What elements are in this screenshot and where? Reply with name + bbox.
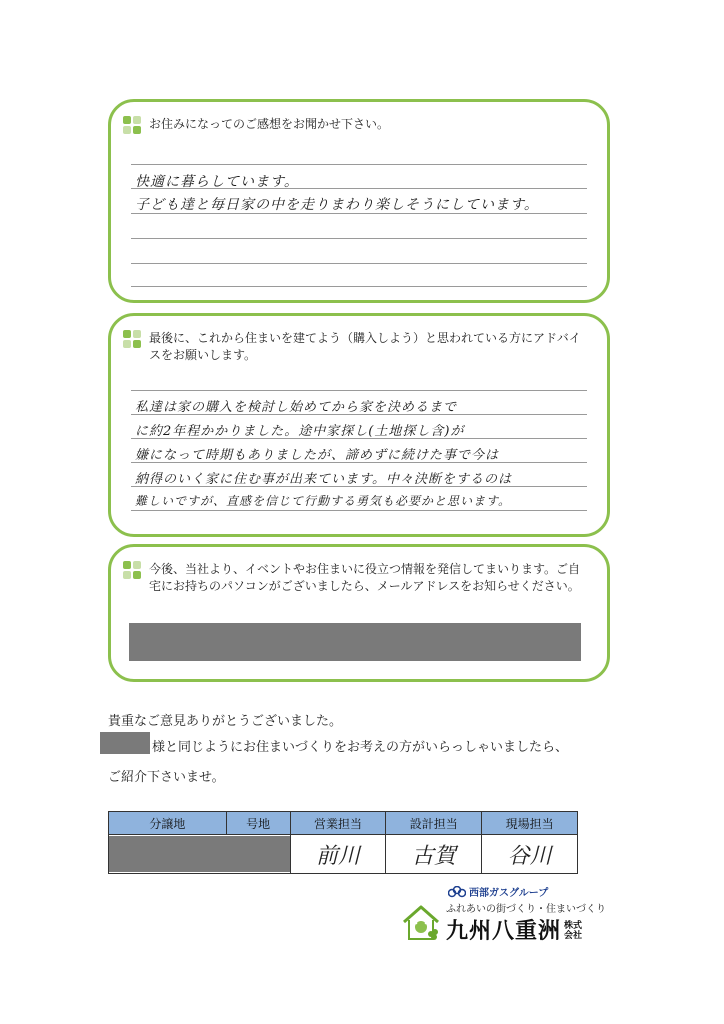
bullet-icon [123,116,143,136]
site-signature: 谷川 [482,835,578,874]
referral-closing: ご紹介下さいませ。 [108,770,225,785]
answer-area [131,386,587,526]
advice-section [108,313,610,537]
question-text: 今後、当社より、イベントやお住まいに役立つ情報を発信してまいります。ご自宅にお持ちのパソコンがございましたら、メールアドレスをお知らせください。 [149,562,581,593]
answer-line: 子ども達と毎日家の中を走りまわり楽しそうにしています。 [135,197,539,213]
question-text: お住みになってのご感想をお聞かせ下さい。 [149,117,390,131]
company-suffix: 株式会社 [564,921,583,941]
thanks-message: 貴重なご意見ありがとうございました。 [108,714,343,729]
slogan: ふれあいの街づくり・住まいづくり [446,904,606,915]
bullet-icon [123,330,143,350]
answer-line: 納得のいく家に住む事が出来ています。中々決断をするのは [135,472,512,487]
sales-signature: 前川 [290,835,386,874]
bullet-icon [123,561,143,581]
header-sales: 営業担当 [290,812,386,835]
answer-line: に約2年程かかりました。途中家探し(土地探し含)が [135,424,465,439]
header-site: 現場担当 [482,812,578,835]
email-section [108,544,610,682]
answer-line: 快適に暮らしています。 [135,174,299,190]
answer-line: 私達は家の購入を検討し始めてから家を決めるまで [135,400,458,415]
answer-area [131,158,587,288]
design-signature: 古賀 [386,835,482,874]
staff-table [108,811,578,874]
redacted-email [129,623,581,661]
header-lot-number: 号地 [226,812,290,835]
answer-line: 難しいですが、直感を信じて行動する勇気も必要かと思います。 [135,494,512,508]
company-logo [400,884,630,954]
question-text: 最後に、これから住まいを建てよう（購入しよう）と思われている方にアドバイスをお願いします。 [149,331,581,362]
redacted-name [100,732,150,754]
house-clover-icon [400,902,442,944]
question-heading [123,330,589,364]
redacted-lot [109,836,290,872]
answer-line: 嫌になって時期もありましたが、諦めずに続けた事で今は [135,448,500,463]
header-design: 設計担当 [386,812,482,835]
question-heading [123,116,589,136]
gas-group-icon [448,886,466,898]
impression-section [108,99,610,303]
lot-cell [109,835,291,874]
question-heading [123,561,589,595]
company-name: 九州八重洲 [446,919,562,944]
header-lot: 分譲地 [109,812,227,835]
group-name: 西部ガスグループ [469,888,549,899]
referral-message: 様と同じようにお住まいづくりをお考えの方がいらっしゃいましたら、 [152,740,569,755]
